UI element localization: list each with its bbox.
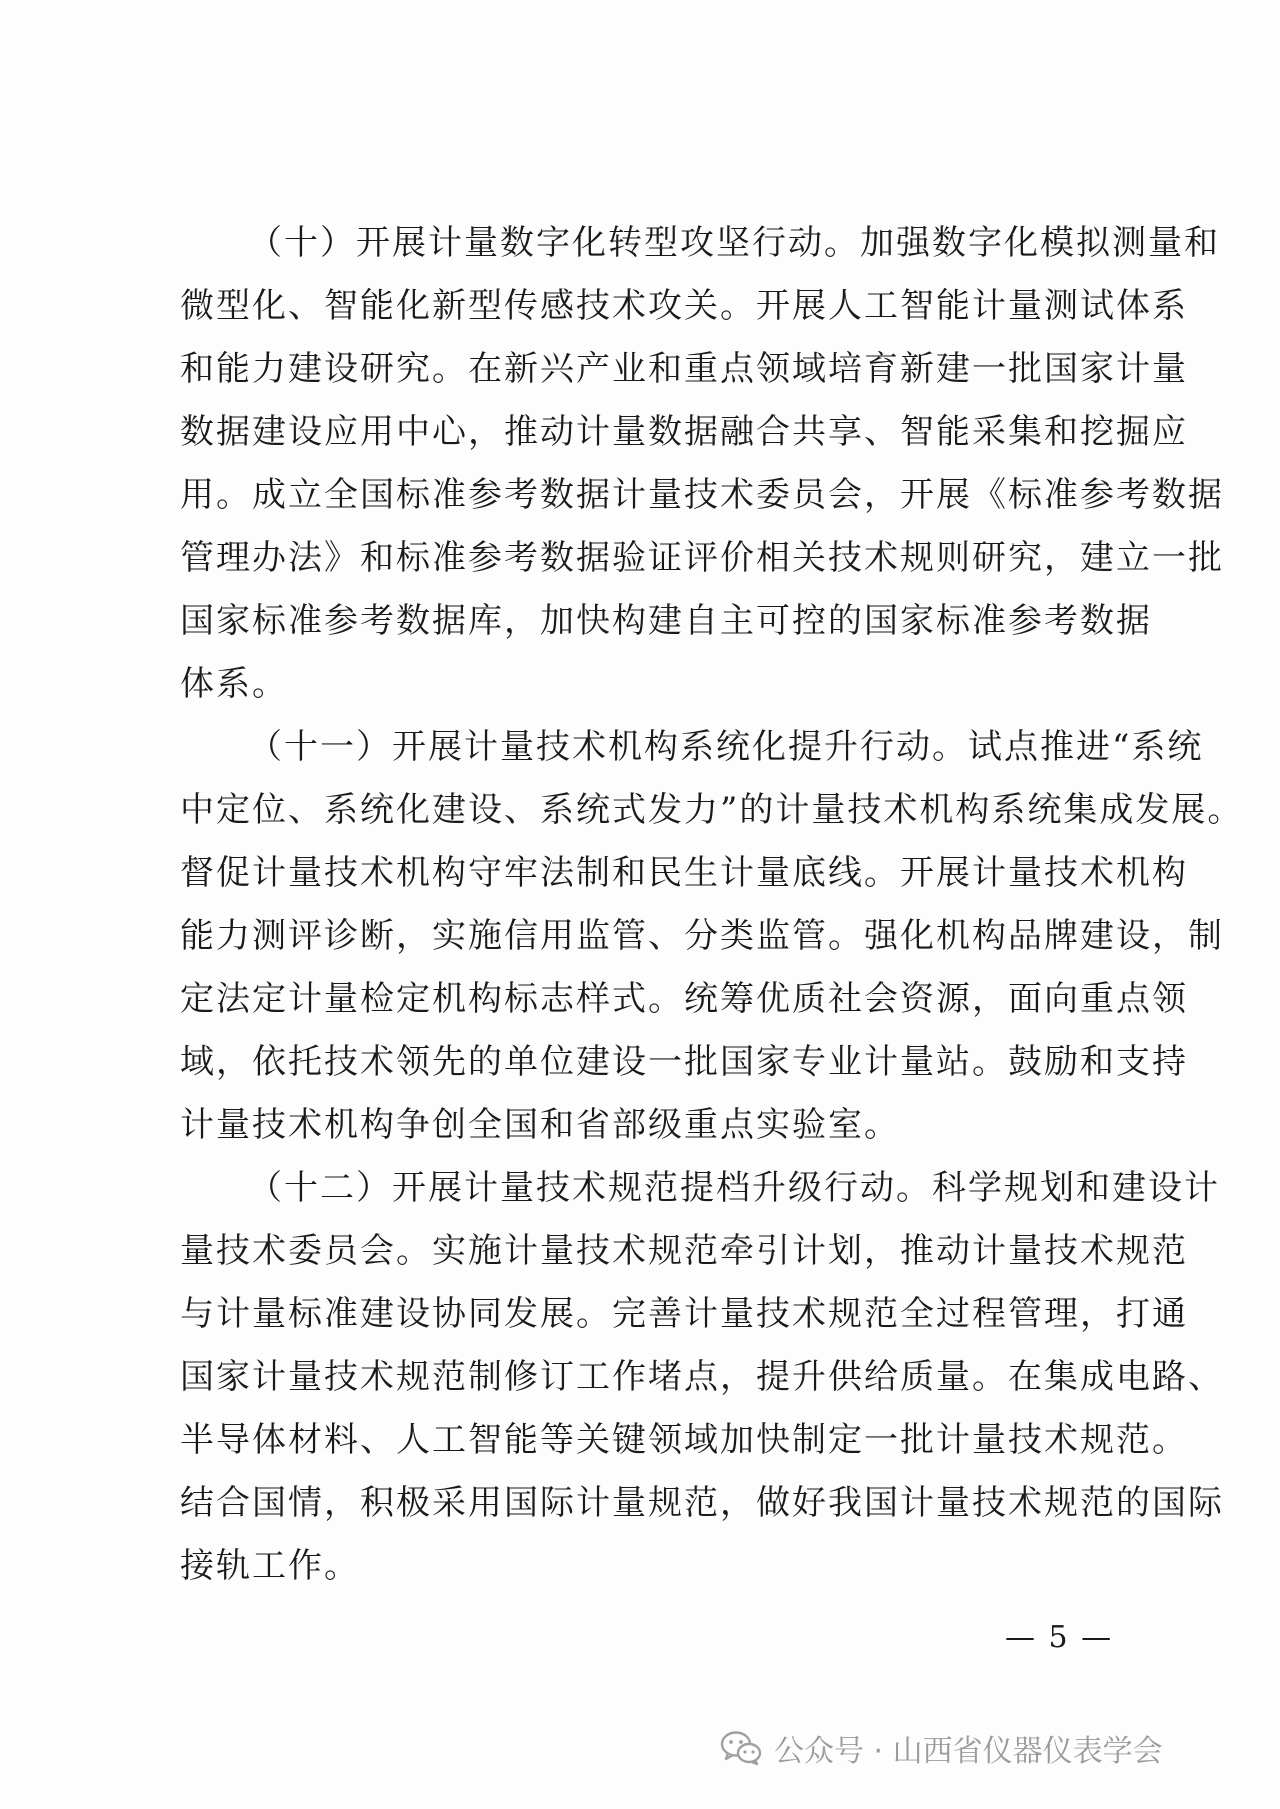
paragraph-11 [180, 716, 1244, 1157]
text-line: （十二）开展计量技术规范提档升级行动。科学规划和建设计 [248, 1168, 1220, 1208]
text-line: 与计量标准建设协同发展。完善计量技术规范全过程管理，打通 [180, 1294, 1188, 1334]
text-line: 中定位、系统化建设、系统式发力”的计量技术机构系统集成发展。 [180, 790, 1244, 830]
text-line: 定法定计量检定机构标志样式。统筹优质社会资源，面向重点领 [180, 979, 1188, 1019]
text-line: 微型化、智能化新型传感技术攻关。开展人工智能计量测试体系 [180, 286, 1188, 326]
text-line: 管理办法》和标准参考数据验证评价相关技术规则研究，建立一批 [180, 538, 1224, 578]
text-line: 半导体材料、人工智能等关键领域加快制定一批计量技术规范。 [180, 1420, 1188, 1460]
text-line: 国家计量技术规范制修订工作堵点，提升供给质量。在集成电路、 [180, 1357, 1224, 1397]
text-line: 能力测评诊断，实施信用监管、分类监管。强化机构品牌建设，制 [180, 916, 1224, 956]
paragraph-10 [180, 212, 1224, 716]
text-line: 结合国情，积极采用国际计量规范，做好我国计量技术规范的国际 [180, 1483, 1224, 1523]
text-line: 国家标准参考数据库，加快构建自主可控的国家标准参考数据 [180, 601, 1152, 641]
text-line: 数据建设应用中心，推动计量数据融合共享、智能采集和挖掘应 [180, 412, 1188, 452]
paragraph-12 [180, 1157, 1224, 1598]
document-body [180, 212, 1244, 1598]
watermark [720, 1728, 1163, 1768]
text-line: 和能力建设研究。在新兴产业和重点领域培育新建一批国家计量 [180, 349, 1188, 389]
text-line: 计量技术机构争创全国和省部级重点实验室。 [180, 1105, 900, 1145]
text-line: 量技术委员会。实施计量技术规范牵引计划，推动计量技术规范 [180, 1231, 1188, 1271]
wechat-icon [720, 1730, 762, 1766]
text-line: 接轨工作。 [180, 1546, 360, 1586]
page-number: — 5 — [1005, 1620, 1114, 1655]
watermark-text: 公众号 · 山西省仪器仪表学会 [774, 1734, 1163, 1769]
text-line: （十）开展计量数字化转型攻坚行动。加强数字化模拟测量和 [248, 223, 1220, 263]
text-line: 域，依托技术领先的单位建设一批国家专业计量站。鼓励和支持 [180, 1042, 1188, 1082]
text-line: （十一）开展计量技术机构系统化提升行动。试点推进“系统 [248, 727, 1204, 767]
text-line: 用。成立全国标准参考数据计量技术委员会，开展《标准参考数据 [180, 475, 1224, 515]
text-line: 督促计量技术机构守牢法制和民生计量底线。开展计量技术机构 [180, 853, 1188, 893]
text-line: 体系。 [180, 664, 288, 704]
